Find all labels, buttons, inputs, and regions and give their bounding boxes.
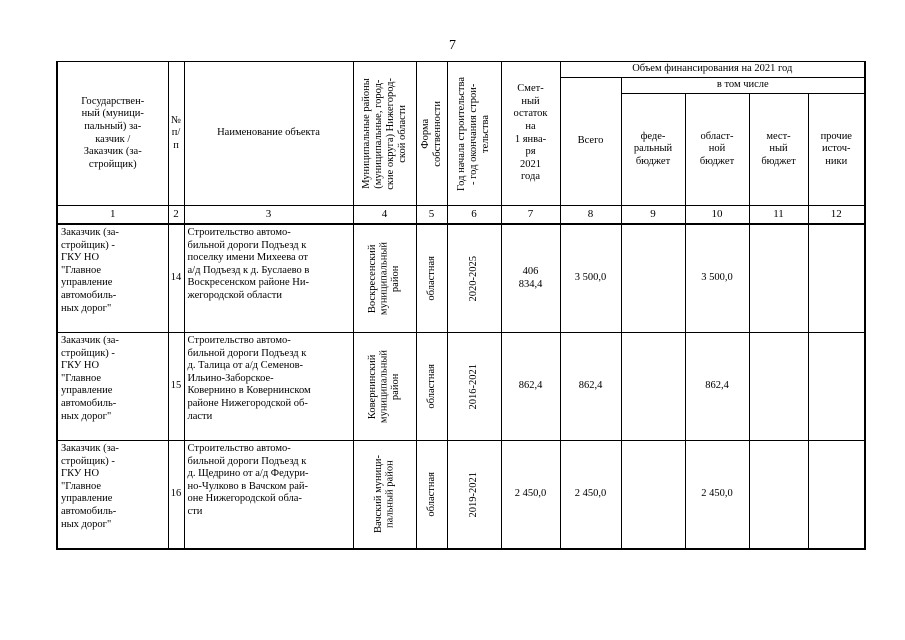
- row-object-name: Строительство автомо- бильной дороги Подъезд к д. Щедрино от а/д Федури- но-Чулково в Вачском рай- оне Нижегородской обла- сти: [184, 441, 353, 550]
- column-number: 2: [168, 206, 184, 225]
- page-number: 7: [449, 38, 456, 53]
- row-years: 2020-2025: [447, 224, 501, 333]
- row-number: 15: [168, 333, 184, 441]
- row-ownership: областная: [416, 224, 447, 333]
- table-row: [57, 224, 865, 333]
- row-object-name: Строительство автомо- бильной дороги Подъезд к д. Талица от а/д Семенов- Ильино-Заборское- Ковернино в Ковернинском районе Нижегородской об- ласти: [184, 333, 353, 441]
- row-other: [808, 441, 865, 550]
- row-number: 16: [168, 441, 184, 550]
- header-regional: област- ной бюджет: [685, 94, 749, 206]
- column-number: 10: [685, 206, 749, 225]
- header-estimate-remaining: Смет- ный остаток на 1 янва- ря 2021 года: [501, 62, 560, 206]
- column-number: 3: [184, 206, 353, 225]
- table-row: [57, 441, 865, 550]
- header-financing-group: Объем финансирования на 2021 год: [560, 62, 865, 78]
- row-customer: Заказчик (за- стройщик) - ГКУ НО "Главное управление автомобиль- ных дорог": [57, 224, 168, 333]
- row-local: [749, 333, 808, 441]
- header-total: Всего: [560, 78, 621, 206]
- financing-table: [56, 61, 866, 550]
- row-years: 2019-2021: [447, 441, 501, 550]
- column-numbers-row: [57, 206, 865, 225]
- row-regional: 2 450,0: [685, 441, 749, 550]
- column-number: 4: [353, 206, 416, 225]
- row-customer: Заказчик (за- стройщик) - ГКУ НО "Главное управление автомобиль- ных дорог": [57, 333, 168, 441]
- row-local: [749, 441, 808, 550]
- column-number: 8: [560, 206, 621, 225]
- row-other: [808, 224, 865, 333]
- row-estimate: 2 450,0: [501, 441, 560, 550]
- column-number: 6: [447, 206, 501, 225]
- row-total: 3 500,0: [560, 224, 621, 333]
- row-district: Вачский муници- пальный район: [353, 441, 416, 550]
- header-local: мест- ный бюджет: [749, 94, 808, 206]
- row-customer: Заказчик (за- стройщик) - ГКУ НО "Главное управление автомобиль- ных дорог": [57, 441, 168, 550]
- header-including: в том числе: [621, 78, 865, 94]
- header-customer: Государствен- ный (муници- пальный) за- казчик / Заказчик (за- стройщик): [57, 62, 168, 206]
- column-number: 11: [749, 206, 808, 225]
- column-number: 7: [501, 206, 560, 225]
- row-total: 862,4: [560, 333, 621, 441]
- row-federal: [621, 441, 685, 550]
- header-federal: феде- ральный бюджет: [621, 94, 685, 206]
- column-number: 9: [621, 206, 685, 225]
- row-ownership: областная: [416, 333, 447, 441]
- row-total: 2 450,0: [560, 441, 621, 550]
- row-regional: 3 500,0: [685, 224, 749, 333]
- row-object-name: Строительство автомо- бильной дороги Подъезд к поселку имени Михеева от а/д Подъезд к д. Буслаево в Воскресенском районе Ни- жегородской области: [184, 224, 353, 333]
- header-years: Год начала строительства - год окончания строи- тельства: [447, 62, 501, 206]
- column-number: 12: [808, 206, 865, 225]
- row-district: Воскресенский муниципальный район: [353, 224, 416, 333]
- row-local: [749, 224, 808, 333]
- header-district: Муниципальные районы (муниципальные, город- ские округа) Нижегород- ской области: [353, 62, 416, 206]
- row-ownership: областная: [416, 441, 447, 550]
- row-number: 14: [168, 224, 184, 333]
- row-estimate: 406 834,4: [501, 224, 560, 333]
- column-number: 1: [57, 206, 168, 225]
- row-estimate: 862,4: [501, 333, 560, 441]
- header-ownership: Форма собственности: [416, 62, 447, 206]
- column-number: 5: [416, 206, 447, 225]
- row-federal: [621, 224, 685, 333]
- header-number: № п/п: [168, 62, 184, 206]
- table-row: [57, 333, 865, 441]
- row-years: 2016-2021: [447, 333, 501, 441]
- header-object-name: Наименование объекта: [184, 62, 353, 206]
- row-district: Ковернинский муниципальный район: [353, 333, 416, 441]
- header-other: прочие источ- ники: [808, 94, 865, 206]
- row-other: [808, 333, 865, 441]
- row-federal: [621, 333, 685, 441]
- row-regional: 862,4: [685, 333, 749, 441]
